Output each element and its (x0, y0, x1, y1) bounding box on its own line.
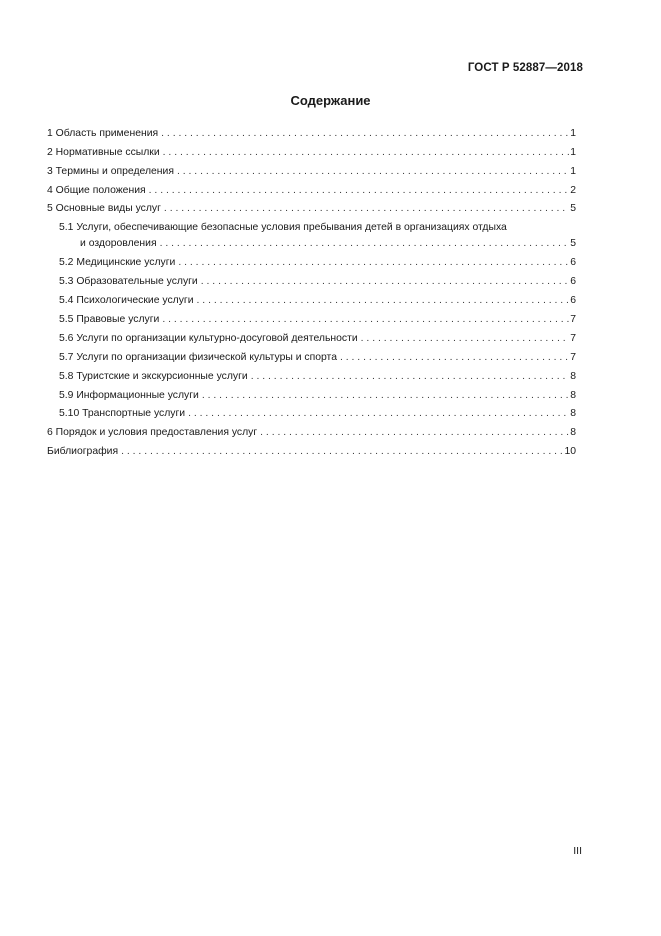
toc-entry-cultural-services[interactable] (47, 326, 576, 345)
toc-entry-page: 7 (570, 314, 576, 326)
dot-leader (340, 351, 569, 364)
table-of-contents (47, 121, 576, 458)
toc-entry-label: Библиография (47, 446, 119, 458)
dot-leader (121, 445, 563, 458)
toc-entry-page: 6 (570, 295, 576, 307)
toc-entry-label: 6 Порядок и условия предоставления услуг (47, 427, 258, 439)
toc-entry-label: 5.2 Медицинские услуги (59, 257, 176, 269)
toc-title: Содержание (290, 93, 371, 108)
toc-entry-label: 5.3 Образовательные услуги (59, 276, 198, 288)
document-code: ГОСТ Р 52887—2018 (467, 62, 583, 74)
dot-leader (164, 202, 569, 215)
toc-entry-terms[interactable] (47, 159, 576, 178)
toc-entry-label: 3 Термины и определения (47, 165, 174, 177)
toc-entry-label: 5.1 Услуги, обеспечивающие безопасные условия пребывания детей в организациях отдыха (59, 222, 507, 234)
dot-leader (197, 294, 570, 307)
dot-leader (260, 426, 569, 439)
dot-leader (178, 256, 569, 269)
toc-entry-page: 2 (570, 184, 576, 196)
toc-entry-page: 8 (570, 408, 576, 420)
toc-entry-main-services[interactable] (47, 197, 576, 216)
dot-leader (160, 237, 570, 250)
dot-leader (202, 389, 569, 402)
toc-entry-label: 1 Область применения (47, 127, 159, 139)
toc-entry-label: 5.10 Транспортные услуги (59, 408, 186, 420)
toc-entry-page: 1 (570, 146, 576, 158)
dot-leader (177, 165, 569, 178)
dot-leader (361, 332, 570, 345)
toc-entry-transport-services[interactable] (47, 402, 576, 421)
toc-entry-page: 8 (570, 389, 576, 401)
toc-entry-general[interactable] (47, 178, 576, 197)
dot-leader (163, 146, 570, 159)
dot-leader (149, 184, 570, 197)
toc-entry-page: 6 (570, 257, 576, 269)
toc-entry-information-services[interactable] (47, 383, 576, 402)
toc-entry-page: 5 (570, 203, 576, 215)
dot-leader (251, 370, 570, 383)
dot-leader (201, 275, 569, 288)
toc-entry-page: 8 (570, 427, 576, 439)
toc-entry-label: 5.5 Правовые услуги (59, 314, 160, 326)
toc-entry-educational-services[interactable] (47, 269, 576, 288)
dot-leader (188, 407, 569, 420)
toc-entry-sport-services[interactable] (47, 345, 576, 364)
toc-entry-label-continued: и оздоровления (80, 238, 157, 250)
page-number: III (573, 845, 582, 857)
toc-entry-page: 10 (564, 446, 576, 458)
toc-entry-label: 5.6 Услуги по организации культурно-досуговой деятельности (59, 332, 358, 344)
toc-entry-tourist-services[interactable] (47, 364, 576, 383)
toc-entry-page: 1 (570, 165, 576, 177)
toc-entry-procedure[interactable] (47, 420, 576, 439)
toc-entry-label: 5.8 Туристские и экскурсионные услуги (59, 370, 248, 382)
toc-entry-page: 8 (570, 370, 576, 382)
toc-entry-normative-references[interactable] (47, 140, 576, 159)
toc-entry-legal-services[interactable] (47, 307, 576, 326)
toc-entry-medical-services[interactable] (47, 250, 576, 269)
toc-entry-label: 4 Общие положения (47, 184, 146, 196)
toc-entry-label: 5.4 Психологические услуги (59, 295, 194, 307)
toc-entry-label: 5.9 Информационные услуги (59, 389, 199, 401)
toc-entry-page: 1 (570, 127, 576, 139)
toc-entry-page: 7 (570, 351, 576, 363)
toc-entry-label: 5 Основные виды услуг (47, 203, 161, 215)
toc-entry-bibliography[interactable] (47, 439, 576, 458)
dot-leader (161, 127, 569, 140)
toc-entry-label: 5.7 Услуги по организации физической культуры и спорта (59, 351, 337, 363)
toc-entry-page: 5 (570, 238, 576, 250)
toc-entry-label: 2 Нормативные ссылки (47, 146, 160, 158)
toc-entry-safety-services[interactable] (47, 215, 576, 250)
toc-entry-page: 6 (570, 276, 576, 288)
toc-entry-scope[interactable] (47, 121, 576, 140)
toc-entry-psychological-services[interactable] (47, 288, 576, 307)
toc-entry-page: 7 (570, 332, 576, 344)
dot-leader (162, 313, 569, 326)
